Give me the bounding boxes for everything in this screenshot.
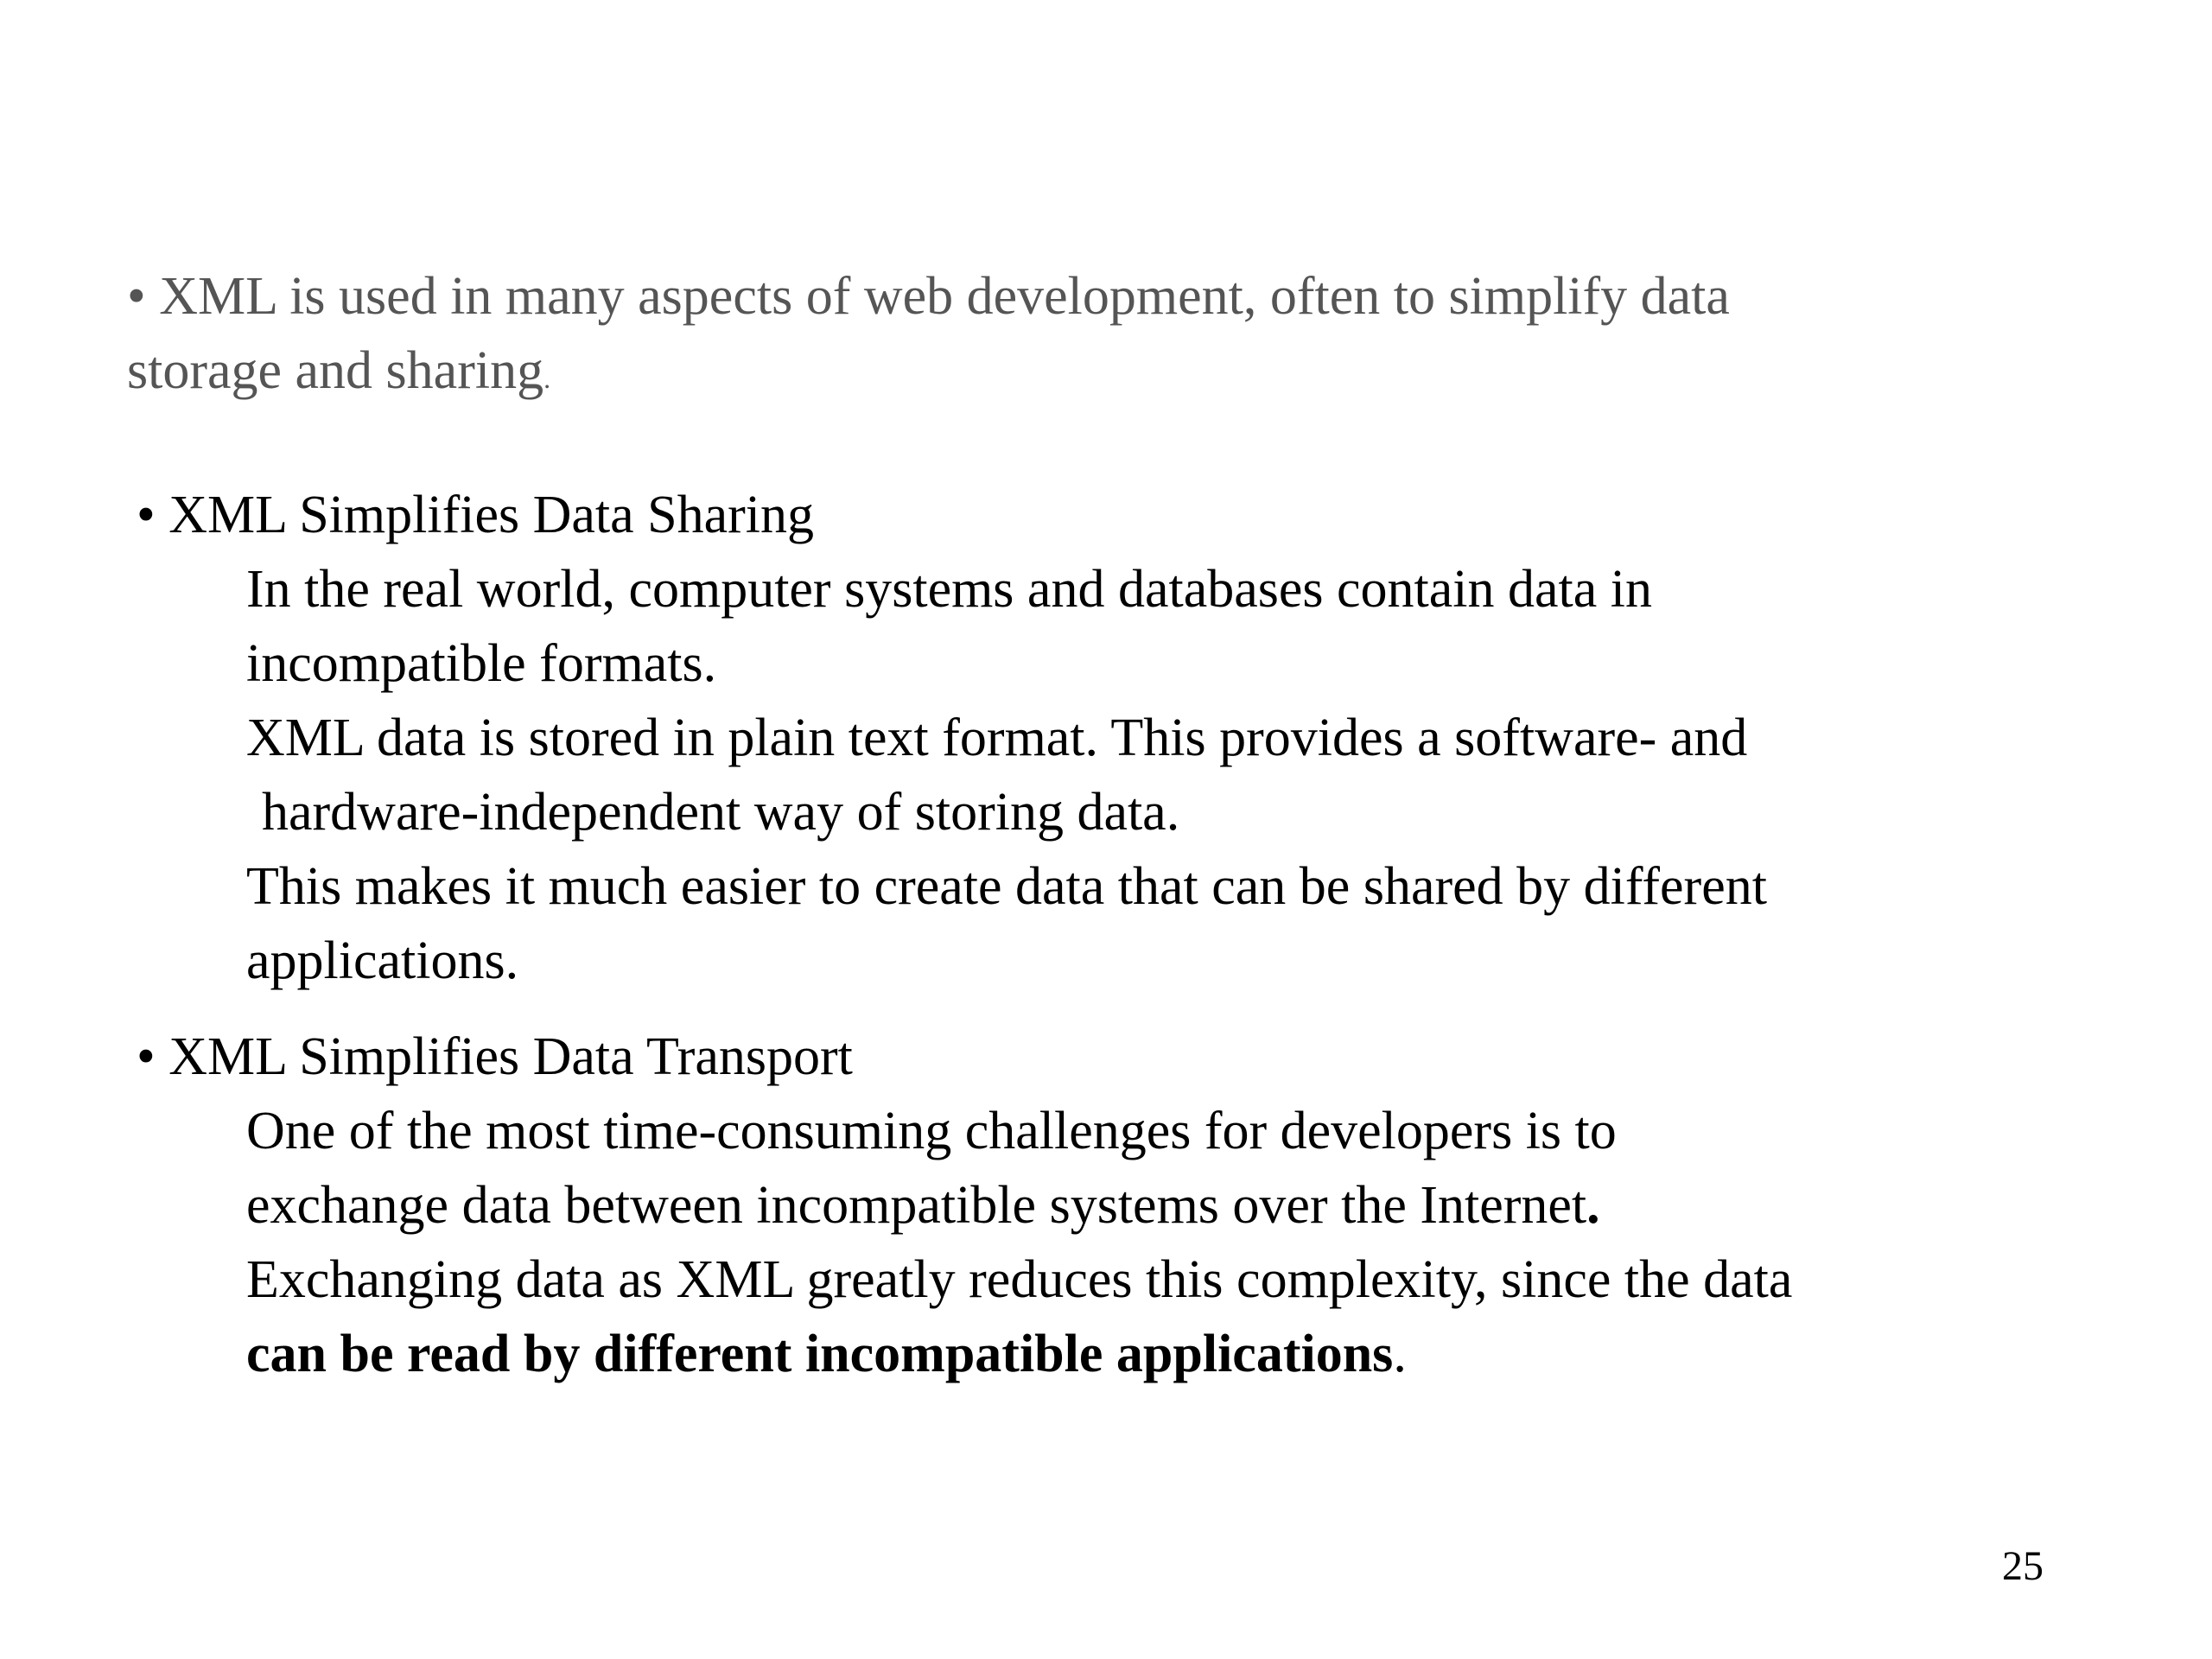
section-heading-data-transport xyxy=(137,1020,853,1094)
bold-emphasis-text: can be read by different incompatible applications xyxy=(246,1325,1394,1383)
body-line: This makes it much easier to create data that can be shared by different xyxy=(246,857,1767,916)
section-body-data-sharing xyxy=(246,552,2164,998)
body-line: Exchanging data as XML greatly reduces this complexity, since the data xyxy=(246,1250,1793,1309)
intro-line-2: storage and sharing xyxy=(127,341,544,400)
body-line: applications. xyxy=(246,931,519,990)
intro-line-2-period: . xyxy=(543,363,551,394)
intro-paragraph xyxy=(127,259,2114,416)
body-line xyxy=(246,1168,2164,1243)
body-line: In the real world, computer systems and databases contain data in xyxy=(246,560,1652,619)
body-line xyxy=(246,1317,2164,1391)
section-bullet: • xyxy=(137,1027,156,1086)
body-line: hardware-independent way of storing data. xyxy=(262,783,1180,842)
section-heading-text: XML Simplifies Data Transport xyxy=(168,1027,853,1086)
body-line: incompatible formats. xyxy=(246,634,717,693)
section-bullet: • xyxy=(137,486,156,544)
section-heading-data-sharing xyxy=(137,478,814,552)
body-line: XML data is stored in plain text format. This provides a software- and xyxy=(246,709,1748,767)
body-line-period: . xyxy=(1586,1176,1600,1235)
page-number: 25 xyxy=(2002,1543,2044,1589)
section-body-data-transport xyxy=(246,1094,2164,1391)
intro-line-1: XML is used in many aspects of web development, often to simplify data xyxy=(159,267,1730,326)
body-line-period: . xyxy=(1393,1325,1407,1383)
section-heading-text: XML Simplifies Data Sharing xyxy=(168,486,815,544)
intro-bullet: • xyxy=(127,267,146,326)
body-line-text: exchange data between incompatible systems over the Internet xyxy=(246,1176,1587,1235)
body-line: One of the most time-consuming challenges for developers is to xyxy=(246,1102,1617,1160)
